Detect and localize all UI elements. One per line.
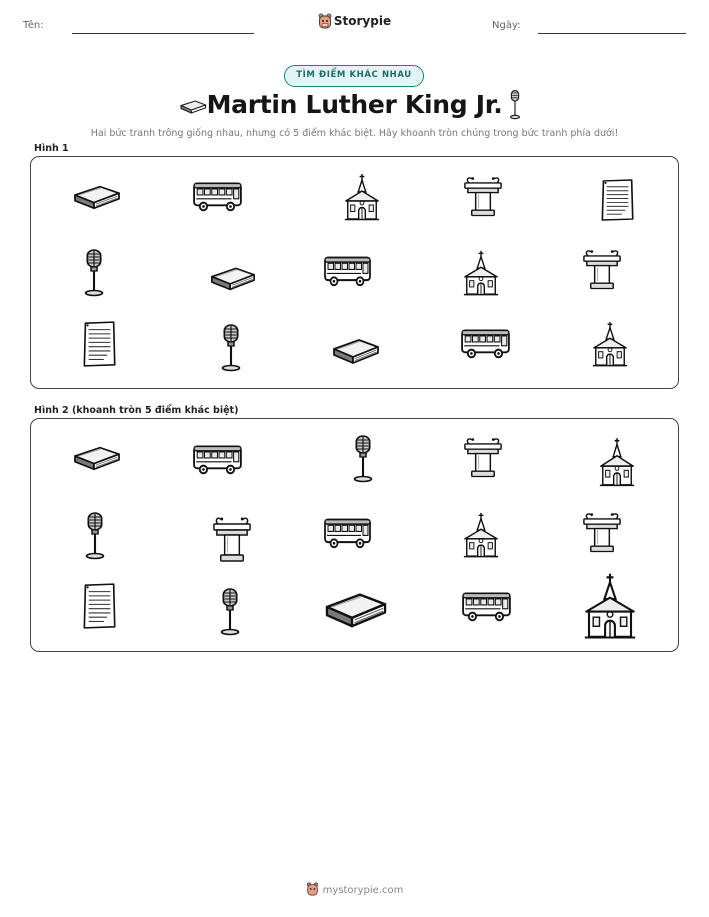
podium-icon-graphic [461,436,505,480]
paper-icon-graphic [598,178,636,222]
microphone-icon-graphic [218,587,242,637]
bus-icon-graphic [461,588,513,623]
microphone-icon[interactable] [83,511,107,561]
bus-icon-graphic [192,178,244,213]
microphone-icon[interactable] [82,248,106,298]
brand-name: Storypie [333,14,392,28]
paper-icon-graphic [80,582,118,630]
book-icon-graphic [72,180,122,213]
instructions: Hai bức tranh trông giống nhau, nhưng có 5 điểm khác biệt. Hãy khoanh tròn chúng trong bức tranh phía dưới! [90,128,619,139]
date-line[interactable] [538,33,686,34]
church-icon-graphic [598,436,636,488]
book-icon[interactable] [209,262,257,294]
bus-icon[interactable] [323,514,373,550]
church-icon-graphic [462,511,500,559]
footer-url: mystorypie.com [322,885,404,896]
activity-badge: TÌM ĐIỂM KHÁC NHAU [284,65,424,87]
paper-icon-graphic [80,320,118,368]
title-microphone-icon [507,89,523,121]
book-icon-graphic [72,441,122,474]
church-icon[interactable] [462,511,500,559]
book-icon[interactable] [72,180,122,213]
podium-icon[interactable] [461,436,505,480]
church-icon-graphic [591,320,629,368]
church-icon[interactable] [591,320,629,368]
microphone-icon[interactable] [219,323,243,373]
name-label: Tên: [23,20,44,31]
paper-icon[interactable] [598,178,636,222]
book-icon-graphic [331,333,381,368]
brand [0,13,709,32]
podium-icon[interactable] [461,175,505,219]
book-icon-graphic [323,585,389,633]
page-title: Martin Luther King Jr. [206,90,503,119]
microphone-icon[interactable] [218,587,242,637]
footer-logo-icon [306,882,319,899]
podium-icon-graphic [580,511,624,555]
podium-icon[interactable] [210,515,254,565]
picture-2-label: Hình 2 (khoanh tròn 5 điểm khác biệt) [34,405,239,416]
church-icon-graphic [462,249,500,297]
podium-icon-graphic [461,175,505,219]
bus-icon[interactable] [192,178,244,213]
bus-icon-graphic [323,514,373,550]
church-icon[interactable] [582,571,638,641]
book-icon-graphic [209,262,257,294]
bus-icon[interactable] [192,441,244,476]
picture-1-label: Hình 1 [34,143,69,154]
bus-icon-graphic [192,441,244,476]
book-icon[interactable] [72,441,122,474]
podium-icon[interactable] [580,511,624,555]
bus-icon[interactable] [323,252,373,288]
name-line[interactable] [72,33,254,34]
church-icon-graphic [343,172,381,222]
church-icon[interactable] [462,249,500,297]
microphone-icon[interactable] [351,434,375,484]
footer [0,882,709,899]
bus-icon-graphic [460,325,512,360]
bus-icon[interactable] [461,588,513,623]
podium-icon-graphic [210,515,254,565]
bus-icon-graphic [323,252,373,288]
microphone-icon-graphic [82,248,106,298]
paper-icon[interactable] [80,582,118,630]
book-icon[interactable] [331,333,381,368]
podium-icon-graphic [580,248,624,292]
microphone-icon-graphic [351,434,375,484]
book-icon[interactable] [323,585,389,633]
microphone-icon-graphic [219,323,243,373]
church-icon[interactable] [343,172,381,222]
microphone-icon-graphic [83,511,107,561]
podium-icon[interactable] [580,248,624,292]
date-label: Ngày: [492,20,521,31]
bus-icon[interactable] [460,325,512,360]
storypie-logo-icon [318,13,332,32]
paper-icon[interactable] [80,320,118,368]
church-icon[interactable] [598,436,636,488]
church-icon-graphic [582,571,638,641]
